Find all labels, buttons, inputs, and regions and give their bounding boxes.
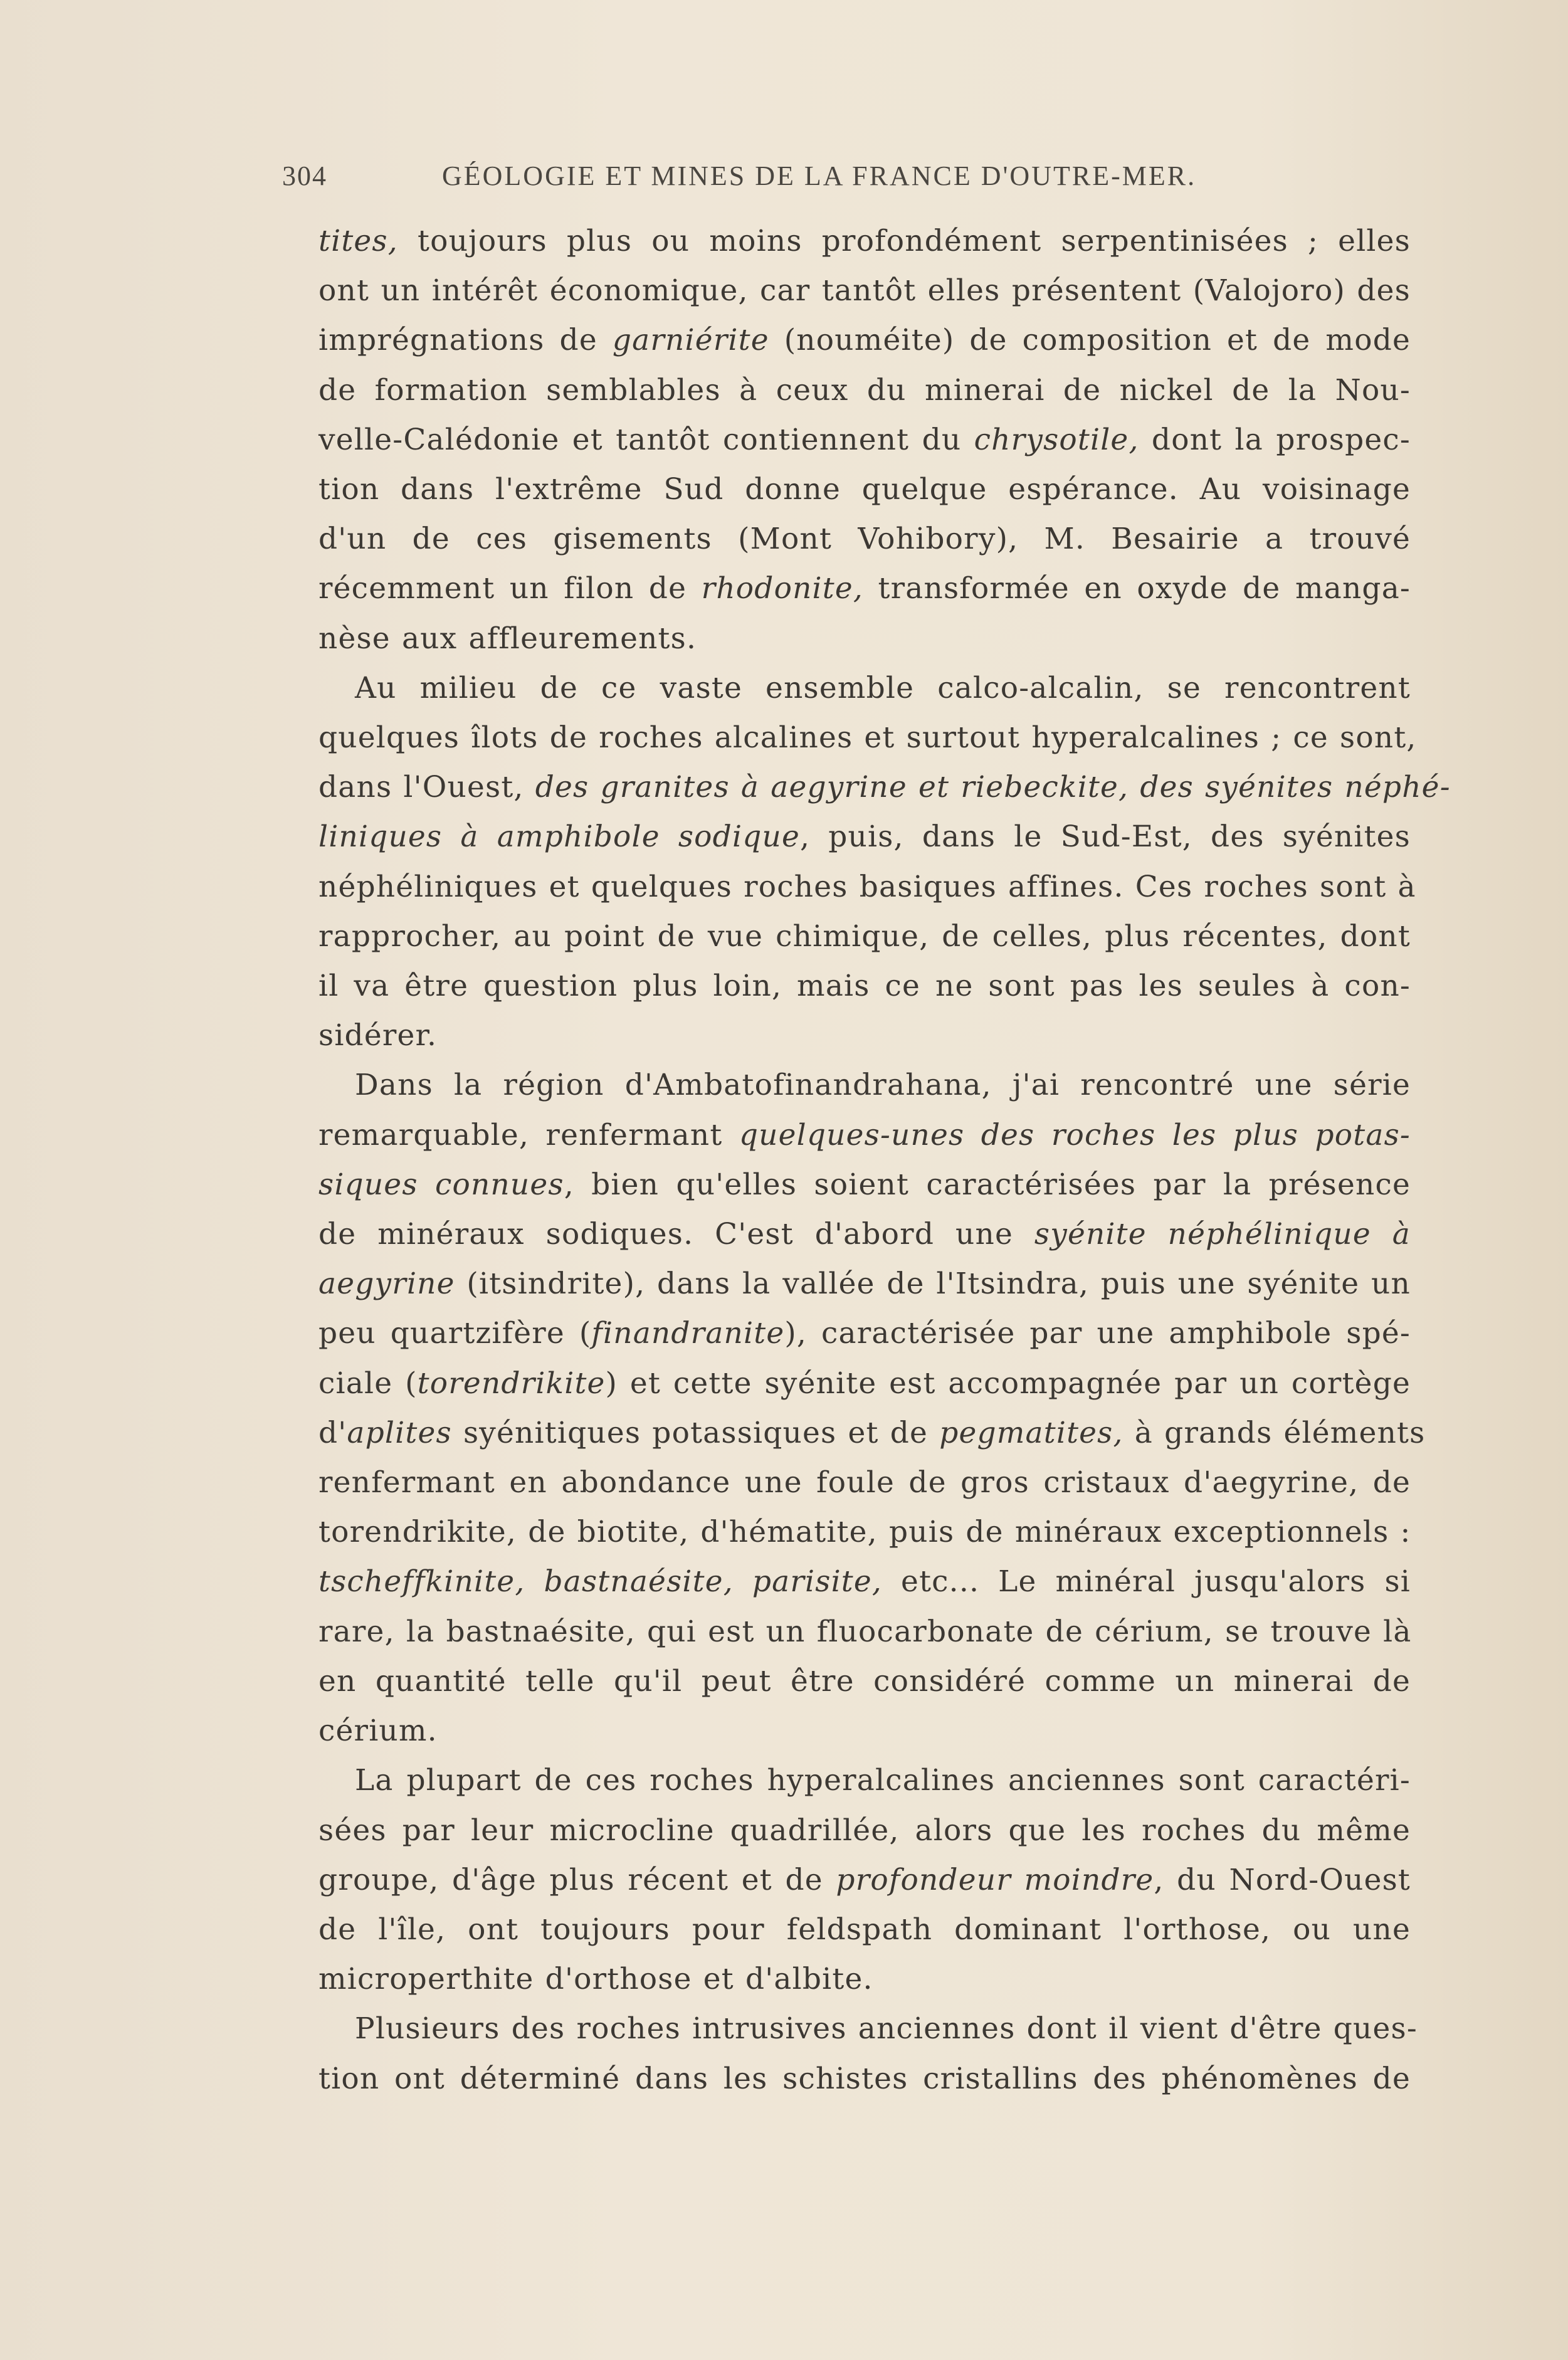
- text-line: [282, 1607, 1411, 1657]
- italic-term: tites,: [318, 224, 398, 258]
- text-line: [282, 1359, 1411, 1408]
- paragraph: [282, 1060, 1426, 1756]
- italic-term: pegmatites,: [939, 1415, 1123, 1450]
- italic-term: profondeur moindre: [836, 1862, 1154, 1897]
- italic-term: garniérite: [612, 323, 769, 358]
- body-text: [282, 216, 1451, 2104]
- text-line: [282, 564, 1411, 613]
- text-run: La plupart de ces roches hyperalcalines anciennes sont caractéri-: [355, 1763, 1411, 1798]
- text-run: rare, la bastnaésite, qui est un fluocarbonate de cérium, se trouve là: [318, 1614, 1412, 1649]
- paragraph: [282, 2004, 1418, 2103]
- italic-term: liniques à amphibole sodique: [318, 819, 800, 855]
- text-run: de minéraux sodiques. C'est d'abord une: [318, 1217, 1034, 1252]
- text-line: [282, 1806, 1411, 1855]
- text-run: etc... Le minéral jusqu'alors si: [882, 1564, 1411, 1599]
- running-title: GÉOLOGIE ET MINES DE LA FRANCE D'OUTRE-MER.: [442, 161, 1197, 191]
- text-run: de l'île, ont toujours pour feldspath dominant l'orthose, ou une: [318, 1912, 1411, 1947]
- text-run: ciale (: [318, 1366, 418, 1401]
- text-run: tion ont déterminé dans les schistes cristallins des phénomènes de: [318, 2061, 1411, 2096]
- text-line: [282, 415, 1411, 465]
- italic-term: quelques-unes des roches les plus potas-: [739, 1117, 1411, 1152]
- italic-term: torendrikite: [417, 1366, 606, 1401]
- text-run: ont un intérêt économique, car tantôt elles présentent (Valojoro) des: [318, 273, 1411, 308]
- text-run: dans l'Ouest,: [318, 770, 535, 805]
- text-run: velle-Calédonie et tantôt contiennent du: [318, 422, 974, 457]
- text-run: d'un de ces gisements (Mont Vohibory), M. Besairie a trouvé: [318, 522, 1411, 557]
- text-line: [282, 366, 1411, 415]
- text-line: [282, 713, 1417, 762]
- text-run: d': [318, 1415, 347, 1450]
- text-run: renfermant en abondance une foule de gros cristaux d'aegyrine, de: [318, 1465, 1411, 1500]
- italic-term: aegyrine: [318, 1267, 455, 1302]
- book-page: [282, 160, 1451, 2104]
- text-line: [282, 2054, 1411, 2104]
- italic-term: tscheffkinite, bastnaésite, parisite,: [318, 1564, 883, 1599]
- text-run: récemment un filon de: [318, 571, 702, 606]
- text-run: syénitiques potassiques et de: [451, 1415, 940, 1450]
- text-line: [282, 1905, 1411, 1954]
- text-line: [282, 812, 1411, 861]
- text-line: [282, 1657, 1411, 1706]
- text-line: [282, 1756, 1411, 1805]
- text-line: [282, 1507, 1411, 1557]
- text-line: [282, 315, 1411, 365]
- text-line: [282, 266, 1411, 315]
- text-run: groupe, d'âge plus récent et de: [318, 1862, 836, 1897]
- text-line: [282, 1458, 1411, 1507]
- text-run: Plusieurs des roches intrusives anciennes dont il vient d'être ques-: [355, 2011, 1418, 2047]
- paragraph: [282, 663, 1451, 1061]
- text-line: [282, 1110, 1411, 1160]
- text-run: transformée en oxyde de manga-: [863, 571, 1411, 606]
- italic-term: des granites à aegyrine et riebeckite, des syénites néphé-: [535, 770, 1451, 805]
- text-run: (nouméite) de composition et de mode: [769, 323, 1411, 358]
- text-run: toujours plus ou moins profondément serpentinisées ; elles: [397, 224, 1411, 258]
- text-run: quelques îlots de roches alcalines et surtout hyperalcalines ; ce sont,: [318, 720, 1417, 756]
- text-line: [282, 1557, 1411, 1606]
- text-run: , puis, dans le Sud-Est, des syénites: [799, 819, 1411, 855]
- text-line: [282, 216, 1411, 266]
- text-run: néphéliniques et quelques roches basiques affines. Ces roches sont à: [318, 869, 1416, 904]
- text-run: ) et cette syénite est accompagnée par un cortège: [605, 1366, 1411, 1401]
- text-run: sées par leur microcline quadrillée, alors que les roches du même: [318, 1813, 1411, 1848]
- text-line: [282, 1855, 1411, 1905]
- italic-term: aplites: [347, 1415, 452, 1450]
- text-run: il va être question plus loin, mais ce ne sont pas les seules à con-: [318, 969, 1411, 1004]
- text-line: [282, 1706, 1411, 1756]
- text-line: [282, 1259, 1411, 1309]
- text-run: remarquable, renfermant: [318, 1117, 739, 1152]
- text-run: (itsindrite), dans la vallée de l'Itsindra, puis une syénite un: [455, 1267, 1411, 1302]
- text-run: de formation semblables à ceux du minerai de nickel de la Nou-: [318, 372, 1411, 408]
- page-number: 304: [282, 161, 327, 191]
- text-run: , du Nord-Ouest: [1154, 1862, 1411, 1897]
- text-line: [282, 514, 1411, 564]
- text-run: ), caractérisée par une amphibole spé-: [784, 1316, 1411, 1351]
- text-line: [282, 1408, 1426, 1458]
- paragraph: [282, 1756, 1411, 2004]
- text-run: microperthite d'orthose et d'albite.: [318, 1962, 873, 1997]
- text-line: [282, 1209, 1411, 1259]
- italic-term: siques connues: [318, 1167, 564, 1202]
- running-header: [282, 160, 1411, 210]
- text-run: tion dans l'extrême Sud donne quelque espérance. Au voisinage: [318, 472, 1411, 507]
- text-run: Dans la région d'Ambatofinandrahana, j'ai rencontré une série: [355, 1068, 1411, 1103]
- text-run: , bien qu'elles soient caractérisées par la présence: [564, 1167, 1411, 1202]
- text-run: Au milieu de ce vaste ensemble calco-alcalin, se rencontrent: [355, 670, 1411, 705]
- italic-term: syénite néphélinique à: [1034, 1217, 1411, 1252]
- text-line: [282, 1954, 1411, 2004]
- text-run: sidérer.: [318, 1018, 438, 1053]
- text-line: [282, 614, 1411, 663]
- text-line: [282, 2004, 1418, 2053]
- text-run: cérium.: [318, 1714, 438, 1749]
- italic-term: finandranite: [591, 1316, 785, 1351]
- text-run: peu quartzifère (: [318, 1316, 592, 1351]
- text-line: [282, 1011, 1411, 1060]
- text-run: imprégnations de: [318, 323, 613, 358]
- italic-term: chrysotile,: [974, 422, 1139, 457]
- paragraph: [282, 216, 1411, 663]
- text-line: [282, 465, 1411, 514]
- text-line: [282, 862, 1416, 912]
- text-run: torendrikite, de biotite, d'hématite, puis de minéraux exceptionnels :: [318, 1515, 1411, 1550]
- text-run: dont la prospec-: [1139, 422, 1411, 457]
- text-line: [282, 762, 1451, 812]
- text-run: en quantité telle qu'il peut être considéré comme un minerai de: [318, 1663, 1411, 1699]
- text-line: [282, 1160, 1411, 1209]
- italic-term: rhodonite,: [701, 571, 864, 606]
- text-run: rapprocher, au point de vue chimique, de celles, plus récentes, dont: [318, 919, 1411, 954]
- text-line: [282, 1309, 1411, 1358]
- text-run: à grands éléments: [1123, 1415, 1426, 1450]
- text-line: [282, 912, 1411, 961]
- text-line: [282, 961, 1411, 1011]
- text-run: nèse aux affleurements.: [318, 621, 697, 656]
- text-line: [282, 1060, 1411, 1110]
- text-line: [282, 663, 1411, 713]
